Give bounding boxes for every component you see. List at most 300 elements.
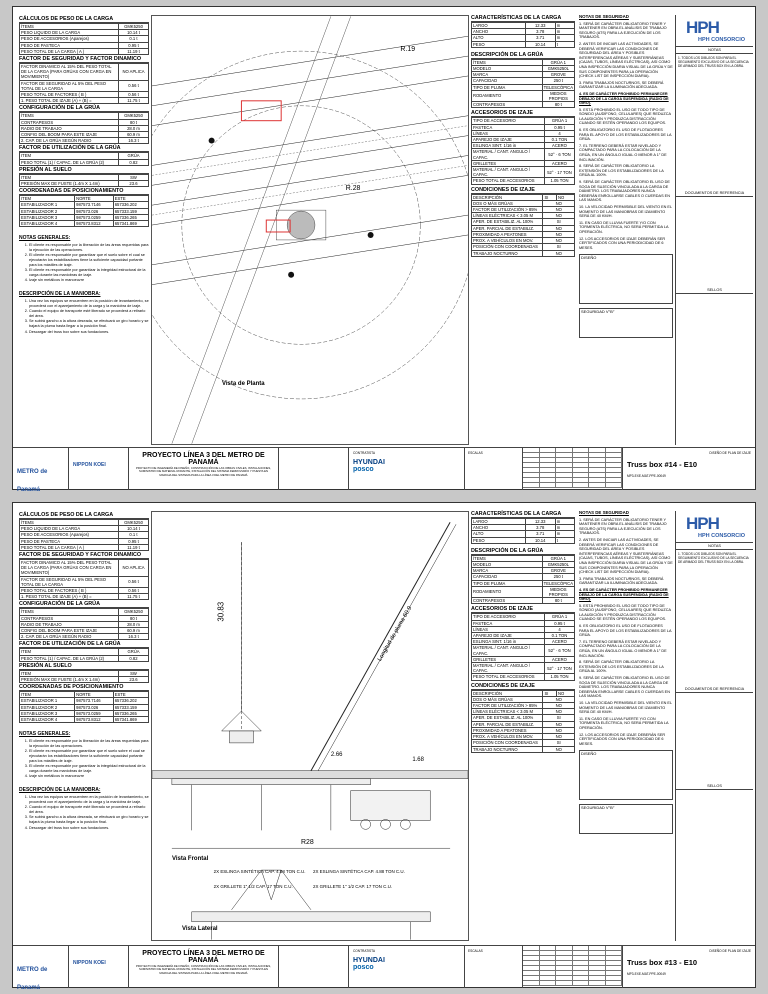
row-value: 28.0 m — [119, 125, 149, 131]
cond-mark: NO — [543, 231, 575, 237]
row-value: 10.14 — [525, 41, 555, 47]
doc-code: MP3-EXE-MAT-PPE-00049 — [627, 972, 666, 976]
note-item: 3. El cliente es responsable por garantizar la integridad estructural de la carga durante las maniobras de izaje. — [29, 268, 149, 277]
note-item: 1. El cliente es responsable por la liberación de las áreas requeridas para la ejecución de las operaciones. — [29, 739, 149, 748]
row-label: 2. CAP. DE LA GRÚA SEGÚN RADIO — [20, 634, 119, 640]
row-value: SW — [119, 670, 149, 676]
front-view-svg — [152, 512, 468, 940]
cond-label: PROX. A VEHÍCULOS EN MOV. — [472, 734, 543, 740]
cond-label: FACTOR DE UTILIZACIÓN > 85% — [472, 207, 543, 213]
docs-label: DOCUMENTOS DE REFERENCIA — [676, 686, 753, 693]
items-label: ÍTEMS — [20, 24, 119, 30]
row-value: 0.82 — [119, 655, 149, 661]
crane-boom-icon — [311, 522, 450, 770]
util-table — [19, 648, 149, 661]
row-label: TIPO DE ACCESORIO — [472, 118, 545, 124]
cond-label: DOS O MÁS GRÚAS — [472, 200, 543, 206]
contractor-label: CONTRATISTA — [353, 949, 376, 953]
row-label: TIPO DE ACCESORIO — [472, 614, 545, 620]
cond-label: APER. PARCIAL DE ESTABILIZ. — [472, 721, 543, 727]
row-label: LÍNEAS — [472, 130, 545, 136]
plan-view-svg — [152, 16, 468, 444]
row-value: ACERO — [545, 143, 575, 149]
load-weight-table — [19, 519, 149, 551]
scale-label: ESCALAS — [468, 451, 483, 455]
row-value: 0.82 — [119, 159, 149, 165]
crane-position-icon — [287, 211, 315, 239]
config-title: CONFIGURACIÓN DE LA GRÚA — [19, 601, 149, 608]
row-value: 0.56 t — [119, 588, 149, 594]
row-label: PESO TOTAL DE FACTORES ( B ) — [20, 92, 119, 98]
row-label: MODELO — [472, 562, 543, 568]
cond-mark: NO — [543, 238, 575, 244]
row-value: ACERO — [545, 160, 575, 166]
coords-cell: ESTABILIZADOR 2 — [20, 208, 75, 214]
row-label: TIPO DE PLUMA — [472, 580, 543, 586]
row-value: 52° · 17 TON — [545, 663, 575, 674]
maneuver-item: 4. Descargar del truss box sobre sus fundaciones. — [29, 330, 149, 335]
safety-item: 6. ES OBLIGATORIO EL USO DE FLOTADORES PARA EL APOYO DE LOS ESTABILIZADORES DE LA GRÚA. — [579, 128, 672, 142]
util-title: FACTOR DE UTILIZACIÓN DE LA GRÚA — [19, 145, 149, 152]
coords-cell: 657341.869 — [113, 221, 148, 227]
coords-cell: 987573.7146 — [75, 202, 114, 208]
row-label: PESO TOTAL (1) / CAPAC. DE LA GRÚA (2) — [20, 655, 119, 661]
row-value: 0.1 TON — [545, 137, 575, 143]
plan-drawing — [151, 15, 469, 445]
row-label: CONFIG DEL BOOM PARA ESTE IZAJE — [20, 628, 119, 634]
cond-mark: NO — [543, 703, 575, 709]
maneuver-item: 3. Se subirá gancho a la altura deseada, se efectuará un giro horario y se bajará la pluma hasta llegar a la posición final. — [29, 319, 149, 328]
row-value: 3.71 — [525, 531, 555, 537]
row-label: CONTRAPESOS — [20, 615, 119, 621]
safety-item: 2. ANTES DE INICIAR LAS ACTIVIDADES, SE DEBERÁ VERIFICAR LAS CONDICIONES DE SEGURIDAD DEL ÁREA Y POSIBLES INTERFERENCIAS AÉREAS Y SUBTERRÁNEAS (CAJAS, TUBOS, LÍNEAS ELÉCTRICAS), ASÍ COMO UNA INSPECCIÓN DIARIA VISUAL DE LA GRÚA Y DE SUS COMPONENTES PARA LA OPERACIÓN (CHECK LIST DE INSPECCIÓN DIARIA). — [579, 41, 673, 79]
coords-cell: ESTABILIZADOR 4 — [20, 717, 75, 723]
dim-168: 1.68 — [412, 756, 424, 763]
pressure-table — [19, 670, 149, 683]
cond-mark: NO — [543, 746, 575, 752]
safety-emphasis: 4. ES DE CARÁCTER PROHIBIDO PERMANECER DEBAJO DE LA CARGA SUSPENDIDA (RADIO DE GIRO). — [579, 587, 669, 602]
cond-label: PROX. A VEHÍCULOS EN MOV. — [472, 238, 543, 244]
front-drawing — [151, 511, 469, 941]
row-label: PRESIÓN MAX DE FUSTE (1.4m X 1.4m) — [20, 181, 119, 187]
signature-label: SEGURIDAD V°B° — [581, 805, 615, 811]
coords-cell: 987573.026 — [75, 704, 114, 710]
row-value: ACERO — [545, 656, 575, 662]
safety-item: 6. ES OBLIGATORIO EL USO DE FLOTADORES PARA EL APOYO DE LOS ESTABILIZADORES DE LA GRÚA. — [579, 624, 672, 638]
factor-table — [19, 559, 149, 600]
sheet-front-view — [12, 502, 756, 991]
notas-label: NOTAS — [676, 47, 753, 54]
crane-title: DESCRIPCIÓN DE LA GRÚA — [471, 52, 575, 59]
row-value: GMK5250 — [119, 609, 149, 615]
crane-title: DESCRIPCIÓN DE LA GRÚA — [471, 548, 575, 555]
row-unit: t — [555, 537, 574, 543]
cond-label: PROXIMIDAD A PEATONES — [472, 231, 543, 237]
cond-header: SI — [543, 194, 557, 200]
row-label: FACTOR DE SEGURIDAD AL 5% DEL PESO TOTAL DE LA CARGA — [20, 576, 119, 587]
config-title: CONFIGURACIÓN DE LA GRÚA — [19, 105, 149, 112]
right-spec-column — [471, 511, 575, 753]
row-label: PESO DE PASTECA — [20, 538, 119, 544]
row-label: LÍNEAS — [472, 626, 545, 632]
pressure-title: PRESIÓN AL SUELO — [19, 167, 149, 174]
coords-cell: 987573.8312 — [75, 717, 114, 723]
row-label: PESO TOTAL (1) / CAPAC. DE LA GRÚA (2) — [20, 159, 119, 165]
row-label: MATERIAL / CANT. ANGULO / CAPAC. — [472, 167, 545, 178]
row-value: TELESCÓPICA — [543, 84, 573, 90]
row-label: ITEM — [20, 174, 119, 180]
factor-title: FACTOR DE SEGURIDAD Y FACTOR DINAMICO — [19, 552, 149, 559]
maneuver-item: 4. Descargar del truss box sobre sus fundaciones. — [29, 826, 149, 831]
row-value: 12.33 — [525, 23, 555, 29]
row-value: 16.3 t — [119, 634, 149, 640]
view-label-front: Vista Frontal — [172, 856, 209, 862]
crane-carrier-icon — [351, 791, 430, 821]
row-value: 16.3 t — [119, 138, 149, 144]
hyundai-logo: HYUNDAI — [353, 459, 385, 466]
revision-column — [675, 15, 753, 445]
cond-mark: NO — [543, 213, 575, 219]
hph-logo — [676, 15, 753, 47]
row-value: GROVE — [542, 72, 574, 78]
maneuver-item: 3. Se subirá gancho a la altura deseada, se efectuará un giro horario y se bajará la pluma hasta llegar a la posición final. — [29, 815, 149, 824]
title-block — [13, 447, 755, 493]
metro-logo — [13, 448, 69, 493]
coords-cell: 657336.202 — [113, 698, 148, 704]
row-label: LARGO — [472, 23, 526, 29]
maneuver-item: 2. Cuando el equipo de transporte esté liberado se procederá a retirarlo del área. — [29, 805, 149, 814]
factor-title: FACTOR DE SEGURIDAD Y FACTOR DINAMICO — [19, 56, 149, 63]
crane-table — [471, 555, 575, 605]
view-label-lateral: Vista Lateral — [182, 926, 218, 932]
left-calc-column — [19, 15, 149, 335]
acc-title: ACCESORIOS DE IZAJE — [471, 606, 575, 613]
dim-r19: R.19 — [400, 46, 416, 54]
row-value: 0.95 t — [545, 620, 575, 626]
row-value: 0.56 t — [119, 92, 149, 98]
crane-table — [471, 59, 575, 109]
calc-title: CÁLCULOS DE PESO DE LA CARGA — [19, 512, 149, 519]
row-value: 11.75 t — [119, 98, 149, 104]
cond-mark: NO — [543, 200, 575, 206]
row-label: ITEM — [20, 670, 119, 676]
dim-r28: R28 — [301, 839, 314, 847]
row-value: 80 t — [542, 102, 574, 108]
row-label: FACTOR DINAMICO AL 15% DEL PESO TOTAL DE LA CARGA (PARA GRÚAS CON CARGA EN MOVIMIENTO) — [20, 560, 119, 577]
diseno-box — [579, 750, 673, 800]
doc-label: DISEÑO DE PLAN DE IZAJE — [709, 949, 751, 953]
util-title: FACTOR DE UTILIZACIÓN DE LA GRÚA — [19, 641, 149, 648]
coords-cell: ESTABILIZADOR 4 — [20, 221, 75, 227]
revision-grid-cells — [523, 448, 622, 488]
note-item: 2. El cliente es responsable por garantizar que el suelo sobre el cual se ejecutarán los estabilizadores tiene la suficiente capacidad portante para los mástiles de izaje. — [29, 749, 149, 763]
coords-cell: 657336.265 — [113, 214, 148, 220]
row-value: NO APLICA — [119, 560, 149, 577]
row-label: CAPACIDAD — [472, 574, 543, 580]
cond-mark: NO — [543, 734, 575, 740]
config-table — [19, 608, 149, 640]
hyundai-logo: HYUNDAI — [353, 957, 385, 964]
row-label: PRESIÓN MAX DE FUSTE (1.4m X 1.4m) — [20, 677, 119, 683]
row-value: 0.1 TON — [545, 633, 575, 639]
dim-height: 30.83 — [216, 601, 226, 622]
row-label: FACTOR DINAMICO AL 15% DEL PESO TOTAL DE LA CARGA (PARA GRÚAS CON CARGA EN MOVIMIENTO) — [20, 64, 119, 81]
notes-title: NOTAS GENERALES: — [19, 731, 71, 738]
row-unit: m — [555, 519, 574, 525]
row-value: 11.19 t — [119, 544, 149, 550]
posco-logo: posco — [353, 466, 374, 473]
cond-mark: NO — [543, 207, 575, 213]
safety-item: 8. SERÁ DE CARÁCTER OBLIGATORIO LA EXTENSIÓN DE LOS ESTABILIZADORES DE LA GRÚA AL 100%. — [579, 660, 664, 674]
row-value: 80 t — [542, 598, 574, 604]
rev-spacer — [676, 197, 753, 287]
row-value: 11.75 t — [119, 594, 149, 600]
contractor-label: CONTRATISTA — [353, 451, 376, 455]
cond-mark: SI — [543, 244, 575, 250]
rigging-label: 2X GRILLETE 1" 1/2 CAP. 17 TON C.U. — [312, 883, 393, 889]
dim-r28: R.28 — [345, 185, 361, 193]
notas-label: NOTAS — [676, 543, 753, 550]
safety-item: 11. EN CASO DE LLUVIA FUERTE Y/O CON TORMENTA ELÉCTRICA, NO SERÁ PERMITIDA LA OPERACIÓN. — [579, 220, 669, 234]
coords-header: ESTE — [113, 196, 148, 202]
row-value: 0.95 t — [545, 124, 575, 130]
coords-cell: 987573.0259 — [75, 710, 114, 716]
safety-item: 7. EL TERRENO DEBERÁ ESTAR NIVELADO Y COMPACTADO PARA LA COLOCACIÓN DE LA GRÚA, EN UN ÁNGULO IGUAL O MENOR A 1° DE INCLINACIÓN. — [579, 639, 667, 658]
row-value: 52° · 6 TON — [545, 149, 575, 160]
safety-item: 9. SERÁ DE CARÁCTER OBLIGATORIO EL USO DE SOGA DE SUJECIÓN VINCULADA A LA CARGA DE DIÁMETRO. LOS TRABAJADORES NUNCA DEBERÁN ENROLLARSE CABLES O CUERDAS EN LAS MANOS. — [579, 676, 670, 699]
row-unit: m — [555, 531, 574, 537]
nippon-logo — [69, 448, 129, 490]
dim-266: 2.66 — [330, 751, 343, 758]
coords-cell: 657341.869 — [113, 717, 148, 723]
metro-logo-text: METRO de Panamá — [17, 469, 48, 493]
row-label: ITEM — [20, 649, 119, 655]
row-value: GRÚA 1 — [545, 118, 575, 124]
note-item: 2. El cliente es responsable por garantizar que el suelo sobre el cual se ejecutarán los estabilizadores tiene la suficiente capacidad portante para los mástiles de izaje. — [29, 253, 149, 267]
row-label: ÍTEMS — [472, 59, 543, 65]
row-label: PESO TOTAL DE LA CARGA ( A ) — [20, 544, 119, 550]
safety-item: 3. PARA TRABAJOS NOCTURNOS, SE DEBERÁ GARANTIZAR LA ILUMINACIÓN ADECUADA. — [579, 80, 664, 90]
cond-title: CONDICIONES DE IZAJE — [471, 683, 575, 690]
row-value: 0.1 t — [119, 36, 149, 42]
posco-logo: posco — [353, 964, 374, 971]
hph-logo-text: HPH — [686, 514, 719, 533]
row-label: CONFIG DEL BOOM PARA ESTE IZAJE — [20, 132, 119, 138]
row-value: 250 t — [542, 78, 574, 84]
title-block — [13, 945, 755, 991]
cond-label: DOS O MÁS GRÚAS — [472, 696, 543, 702]
doc-label: DISEÑO DE PLAN DE IZAJE — [709, 451, 751, 455]
cond-label: POSICIÓN CON COORDENADAS — [472, 244, 543, 250]
cond-title: CONDICIONES DE IZAJE — [471, 187, 575, 194]
row-value: 0.56 t — [119, 80, 149, 91]
docs-label: DOCUMENTOS DE REFERENCIA — [676, 190, 753, 197]
signature-box — [579, 804, 673, 834]
coords-table — [19, 691, 149, 723]
row-value: 80 t — [119, 119, 149, 125]
sheet-title: Truss box #14 - E10 — [627, 460, 698, 469]
contractor-logos — [349, 448, 465, 490]
diseno-label: DISEÑO — [581, 255, 597, 261]
row-value: GMK5250L — [542, 66, 574, 72]
row-label: 2. CAP. DE LA GRÚA SEGÚN RADIO — [20, 138, 119, 144]
row-label: ANCHO — [472, 525, 526, 531]
mp-logos — [279, 448, 349, 490]
row-label: MATERIAL / CANT. ANGULO / CAPAC. — [472, 663, 545, 674]
hph-logo — [676, 511, 753, 543]
row-unit: m — [555, 23, 574, 29]
scale-cell — [465, 448, 523, 490]
general-notes — [19, 243, 149, 283]
safety-item: 1. SERÁ DE CARÁCTER OBLIGATORIO TENER Y MANTENER EN OBRA EL ANÁLISIS DE TRABAJO SEGURO (ATS) PARA LA EJECUCIÓN DE LOS TRABAJOS. — [579, 517, 667, 536]
safety-item: 12. LOS ACCESORIOS DE IZAJE DEBERÁN SER CERTIFICADOS CON UNA PERIODICIDAD DE 6 MESES. — [579, 732, 666, 746]
cond-table — [471, 194, 575, 257]
row-value: 60.9 m — [119, 132, 149, 138]
rev-spacer — [676, 566, 753, 686]
row-value: 0.95 t — [119, 538, 149, 544]
scale-label: ESCALAS — [468, 949, 483, 953]
load-title: CARACTERÍSTICAS DE LA CARGA — [471, 511, 575, 518]
row-label: RADIO DE TRABAJO — [20, 125, 119, 131]
project-subtitle: PROYECTO DE INGENIERÍA DE DISEÑO, CONSTRUCCIÓN DE LAS OBRAS CIVILES, INSTALACIONES, SUMINISTRO DE MATERIAL RODANTE, INSTALACIÓN DEL SISTEMA FERROVIARIO Y PUESTA EN MARCHA DEL SISTEMA PARA LA LÍNEA 3 DEL METRO DE PANAMÁ — [136, 466, 271, 477]
row-unit: t — [555, 41, 574, 47]
row-label: MARCA — [472, 72, 543, 78]
hph-logo-sub: HPH CONSORCIO — [698, 533, 746, 539]
rigging-label: 2X ESLINGA SINTÉTICA CAP. 4.88 TON C.U. — [312, 869, 405, 875]
row-value: GRÚA — [119, 649, 149, 655]
coords-cell: 657333.159 — [113, 208, 148, 214]
sheet-title: Truss box #13 - E10 — [627, 958, 698, 967]
row-value: 23.6 — [119, 181, 149, 187]
items-value: GMK5250 — [119, 520, 149, 526]
row-value: GRÚA 1 — [542, 59, 574, 65]
cond-label: LÍNEAS ELÉCTRICAS < 3.05 M — [472, 213, 543, 219]
diseno-label: DISEÑO — [581, 751, 597, 757]
row-label: TIPO DE PLUMA — [472, 84, 543, 90]
row-value: MEDIOS PROPIOS — [542, 90, 574, 101]
coords-table — [19, 195, 149, 227]
coords-header: ITEM — [20, 692, 75, 698]
row-label: ALTO — [472, 35, 526, 41]
coords-cell: 657336.265 — [113, 710, 148, 716]
row-label: CONTRAPESOS — [20, 119, 119, 125]
note-item: 4. Izaje sin metálicos in manoeuvre — [29, 774, 149, 779]
row-label: ALTO — [472, 531, 526, 537]
rev-spacer — [676, 693, 753, 783]
row-value: 0.1 t — [119, 532, 149, 538]
row-label: ÍTEMS — [472, 555, 543, 561]
cond-label: TRABAJO NOCTURNO — [472, 250, 543, 256]
row-value: 4 — [545, 626, 575, 632]
revision-grid — [523, 946, 623, 988]
rigging-label: 2X GRILLETE 1" 1/2 CAP. 17 TON C.U. — [213, 883, 293, 889]
row-label: RODAMIENTO — [472, 586, 543, 597]
row-label: MODELO — [472, 66, 543, 72]
cond-mark: SI — [543, 715, 575, 721]
sheet-title-cell — [623, 946, 755, 988]
safety-item: 5. ESTÁ PROHIBIDO EL USO DE TODO TIPO DE SONIDO (AUDÍFONO, CELULARES) QUE REDUZCA LA AUDICIÓN Y PRODUZCA DISTRACCIÓN CUANDO SE ESTÉN OPERANDO LOS EQUIPOS. — [579, 107, 671, 126]
row-value: ACERO — [545, 639, 575, 645]
safety-item: 11. EN CASO DE LLUVIA FUERTE Y/O CON TORMENTA ELÉCTRICA, NO SERÁ PERMITIDA LA OPERACIÓN. — [579, 716, 669, 730]
revision-column — [675, 511, 753, 941]
row-label: PESO LIQUIDO DE LA CARGA — [20, 526, 119, 532]
row-label: PASTECA — [472, 124, 545, 130]
row-value: 1.05 TON — [545, 674, 575, 680]
safety-notes — [579, 511, 673, 834]
row-label: ESLINGA SINT. 1/16 in — [472, 639, 545, 645]
hph-logo-sub: HPH CONSORCIO — [698, 37, 746, 43]
rev-spacer — [676, 70, 753, 190]
row-value: GMK5250L — [542, 562, 574, 568]
notas-text: 1. TODOS LOS DIBUJOS SON PARA EL SEGUIMIENTO EXCLUSIVO DE LA SECUENCIA DE ARMADO DEL TRUSS BOX EN LA OBRA. — [678, 552, 749, 564]
cond-header: NO — [556, 194, 574, 200]
cond-table — [471, 690, 575, 753]
sellos-label: SELLOS — [676, 783, 753, 790]
coords-cell: 987573.8312 — [75, 221, 114, 227]
config-table — [19, 112, 149, 144]
note-item: 3. El cliente es responsable por garantizar la integridad estructural de la carga durante las maniobras de izaje. — [29, 764, 149, 773]
nippon-logo — [69, 946, 129, 988]
row-value: 3.78 — [525, 525, 555, 531]
cond-label: TRABAJO NOCTURNO — [472, 746, 543, 752]
row-label: GRILLETES — [472, 656, 545, 662]
metro-logo-text: METRO de Panamá — [17, 967, 48, 991]
row-value: 23.6 — [119, 677, 149, 683]
load-table — [471, 518, 575, 544]
project-info — [129, 946, 279, 988]
note-item: 4. Izaje sin metálicos in manoeuvre — [29, 278, 149, 283]
row-label: PESO — [472, 41, 526, 47]
row-label: PESO TOTAL DE LA CARGA ( A ) — [20, 48, 119, 54]
row-label: 1. PESO TOTAL DE IZAJE (A) + (B) = — [20, 98, 119, 104]
row-value: 0.95 t — [119, 42, 149, 48]
cond-label: APER. DE ESTABILIZ. AL 100% — [472, 219, 543, 225]
view-label-plan: Vista de Planta — [222, 381, 265, 387]
maneuver-item: 1. Una vez los equipos se encuentren en la posición de levantamiento, se procederá con el aparejamiento de la carga y la maniobra de izaje. — [29, 795, 149, 804]
safety-item: 12. LOS ACCESORIOS DE IZAJE DEBERÁN SER CERTIFICADOS CON UNA PERIODICIDAD DE 6 MESES. — [579, 236, 666, 250]
right-spec-column — [471, 15, 575, 257]
maneuver-item: 1. Una vez los equipos se encuentren en la posición de levantamiento, se procederá con el aparejamiento de la carga y la maniobra de izaje. — [29, 299, 149, 308]
row-label: PESO TOTAL DE FACTORES ( B ) — [20, 588, 119, 594]
signature-label: SEGURIDAD V°B° — [581, 309, 615, 315]
revision-grid-cells — [523, 946, 622, 986]
row-label: ANCHO — [472, 29, 526, 35]
row-value: SW — [119, 174, 149, 180]
sheet-title-cell — [623, 448, 755, 490]
row-label: APAREJO DE IZAJE — [472, 137, 545, 143]
row-value: TELESCÓPICA — [543, 580, 573, 586]
maneuver-item: 2. Cuando el equipo de transporte esté liberado se procederá a retirarlo del área. — [29, 309, 149, 318]
safety-item: 2. ANTES DE INICIAR LAS ACTIVIDADES, SE DEBERÁ VERIFICAR LAS CONDICIONES DE SEGURIDAD DEL ÁREA Y POSIBLES INTERFERENCIAS AÉREAS Y SUBTERRÁNEAS (CAJAS, TUBOS, LÍNEAS ELÉCTRICAS), ASÍ COMO UNA INSPECCIÓN DIARIA VISUAL DE LA GRÚA Y DE SUS COMPONENTES PARA LA OPERACIÓN (CHECK LIST DE INSPECCIÓN DIARIA). — [579, 537, 673, 575]
row-value: 52° · 6 TON — [545, 645, 575, 656]
doc-code: MP3-EXE-MAT-PPE-00049 — [627, 474, 666, 478]
row-value: 52° · 17 TON — [545, 167, 575, 178]
safety-notes — [579, 15, 673, 338]
row-value: GRÚA — [119, 153, 149, 159]
cond-mark: NO — [543, 709, 575, 715]
row-label: CONTRAPESOS — [472, 102, 543, 108]
row-label: PASTECA — [472, 620, 545, 626]
row-label: FACTOR DE SEGURIDAD AL 5% DEL PESO TOTAL DE LA CARGA — [20, 80, 119, 91]
row-label: GRILLETES — [472, 160, 545, 166]
sheet-plan-view — [12, 6, 756, 493]
row-value: GROVE — [542, 568, 574, 574]
cond-label: POSICIÓN CON COORDENADAS — [472, 740, 543, 746]
safety-item: 10. LA VELOCIDAD PERMISIBLE DEL VIENTO EN EL MOMENTO DE LAS MANIOBRAS DE IZAMIENTO SERÁ DE 40 KM/H. — [579, 204, 672, 219]
row-label: ITEM — [20, 153, 119, 159]
cond-label: APER. DE ESTABILIZ. AL 100% — [472, 715, 543, 721]
coords-title: COORDENADAS DE POSICIONAMIENTO — [19, 684, 149, 691]
